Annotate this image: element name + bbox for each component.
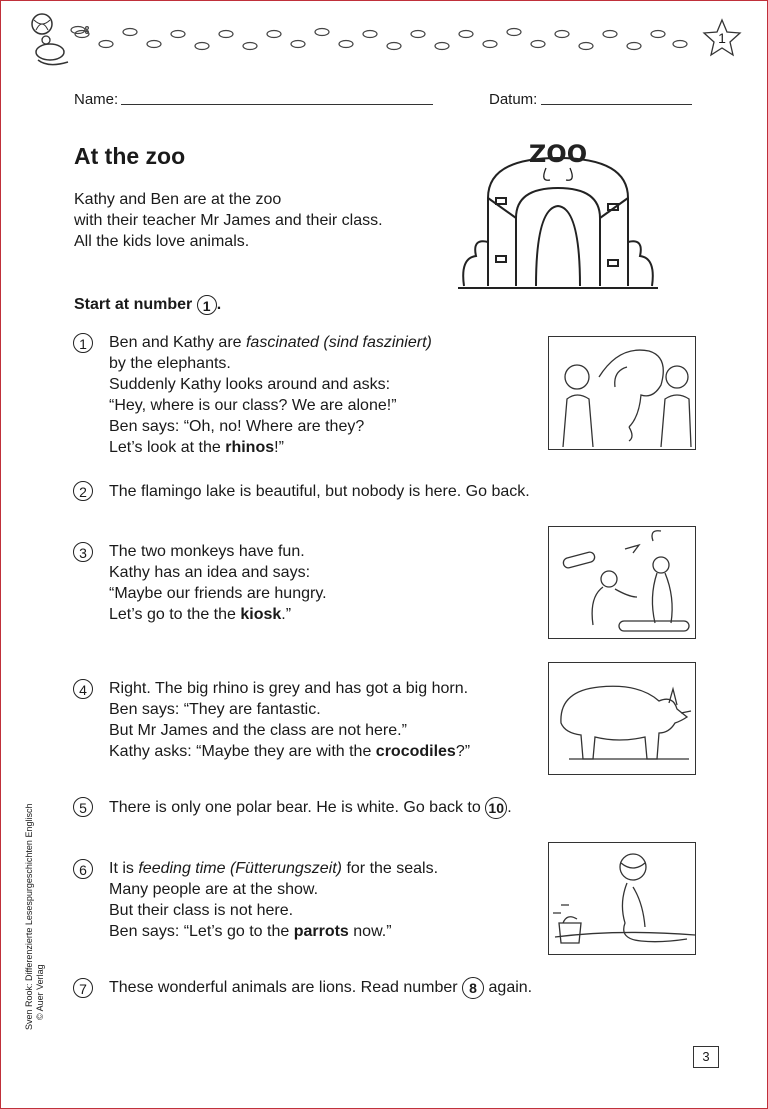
page-title: At the zoo bbox=[74, 143, 186, 169]
seal-with-ball-illustration bbox=[548, 842, 696, 955]
date-label: Datum: bbox=[489, 91, 538, 108]
intro-line: with their teacher Mr James and their class. bbox=[74, 212, 383, 229]
monkeys-illustration bbox=[548, 526, 696, 639]
item-number-1: 1 bbox=[73, 333, 93, 353]
zoo-sign: ZOO bbox=[528, 140, 588, 168]
publisher-credit: Sven Rook: Differenzierte Lesespurgeschichten Englisch © Auer Verlag bbox=[24, 803, 45, 1030]
start-number-circle: 1 bbox=[197, 295, 217, 315]
go-to-number-8: 8 bbox=[462, 977, 484, 999]
item-7-text: These wonderful animals are lions. Read number 8 again. bbox=[109, 977, 532, 999]
item-number-3: 3 bbox=[73, 542, 93, 562]
item-6-text: It is feeding time (Fütterungszeit) for the seals. Many people are at the show. But their class is not here. Ben says: “Let’s go to the parrots now.” bbox=[109, 860, 439, 940]
footprints-border bbox=[70, 22, 690, 58]
zoo-gate-illustration bbox=[458, 138, 658, 303]
item-2-text: The flamingo lake is beautiful, but nobody is here. Go back. bbox=[109, 483, 530, 500]
date-field[interactable] bbox=[541, 104, 692, 105]
go-to-number-10: 10 bbox=[485, 797, 507, 819]
name-field[interactable] bbox=[121, 104, 433, 105]
star-number: 1 bbox=[718, 30, 726, 46]
intro-line: Kathy and Ben are at the zoo bbox=[74, 191, 282, 208]
item-number-2: 2 bbox=[73, 481, 93, 501]
name-label: Name: bbox=[74, 91, 119, 108]
item-5-text: There is only one polar bear. He is white. Go back to 10 . bbox=[109, 797, 512, 819]
intro-text bbox=[74, 189, 383, 252]
item-number-6: 6 bbox=[73, 859, 93, 879]
item-number-7: 7 bbox=[73, 978, 93, 998]
item-number-4: 4 bbox=[73, 679, 93, 699]
start-text: Start at number bbox=[74, 296, 193, 314]
item-3-text: The two monkeys have fun. Kathy has an idea and says: “Maybe our friends are hungry. Let’s go to the the kiosk.” bbox=[109, 543, 327, 623]
elephant-kids-illustration bbox=[548, 336, 696, 450]
intro-line: All the kids love animals. bbox=[74, 233, 250, 250]
page-number: 3 bbox=[693, 1046, 719, 1068]
start-instruction: Start at number 1 . bbox=[74, 296, 222, 314]
rhino-illustration bbox=[548, 662, 696, 775]
item-4-text: Right. The big rhino is grey and has got a big horn. Ben says: “They are fantastic. But Mr James and the class are not here.” Kathy asks: “Maybe they are with the crocodiles?” bbox=[109, 680, 471, 760]
item-1-text: Ben and Kathy are fascinated (sind fasziniert) by the elephants. Suddenly Kathy looks around and asks: “Hey, where is our class? We are alone!” Ben says: “Oh, no! Where are they? Let’s look at the rhinos!” bbox=[109, 334, 432, 456]
item-number-5: 5 bbox=[73, 797, 93, 817]
